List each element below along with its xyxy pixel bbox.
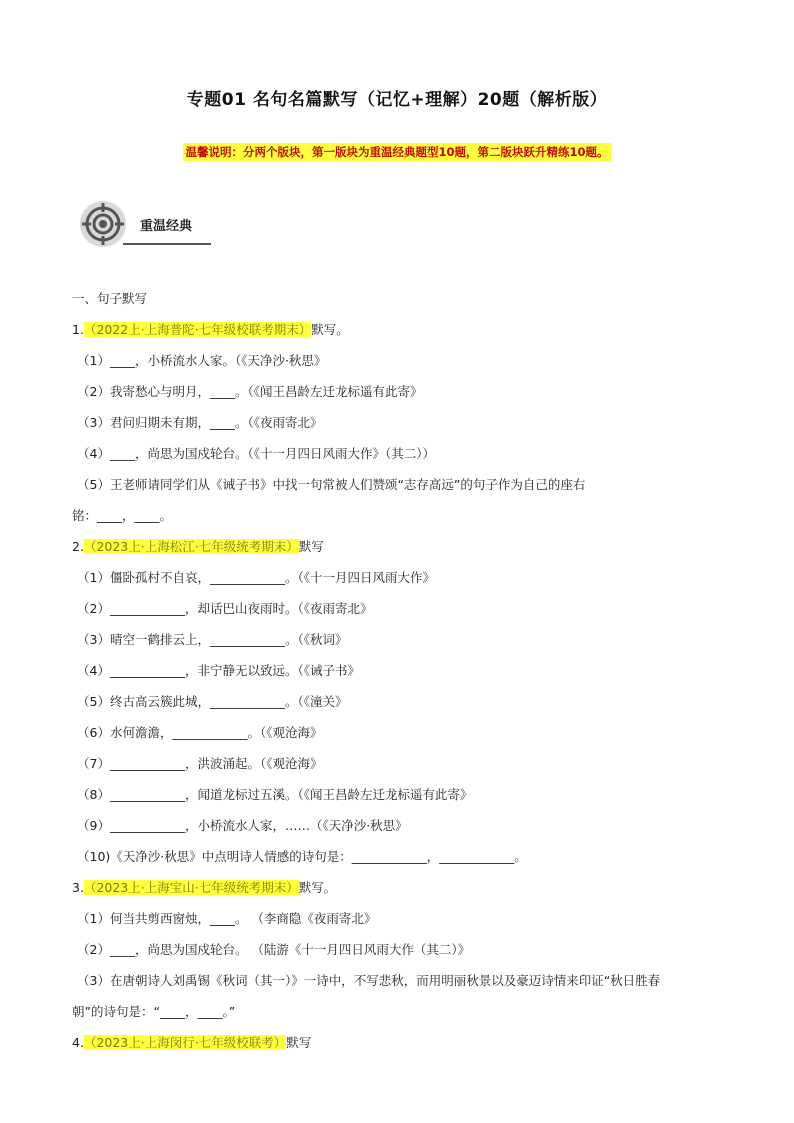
question-item: （2）我寄愁心与明月，____。（《闻王昌龄左迁龙标遥有此寄》: [77, 384, 423, 399]
notice-text: 温馨说明：分两个版块，第一版块为重温经典题型10题，第二版块跃升精练10题。: [185, 145, 609, 159]
question-source: （2023上·上海宝山·七年级统考期末）: [83, 880, 299, 895]
question-item: （1）____，小桥流水人家。（《天净沙·秋思》: [77, 353, 327, 368]
question-item: （5）王老师请同学们从《诫子书》中找一句常被人们赞颂“志存高远”的句子作为自己的座右: [77, 477, 586, 492]
section-badge-label: 重温经典: [140, 219, 193, 234]
question-item: （6）水何澹澹，____________。（《观沧海》: [77, 725, 323, 740]
section-heading: 一、句子默写: [72, 291, 148, 306]
question-item: （5）终古高云簇此城，____________。（《潼关》: [77, 694, 348, 709]
question-number: 2.: [72, 539, 84, 554]
question-header: [72, 872, 732, 903]
question-item: （2）____，尚思为国戍轮台。 （陆游《十一月四日风雨大作（其二）》: [77, 942, 471, 957]
question-item: （8）____________，闻道龙标过五溪。（《闻王昌龄左迁龙标遥有此寄》: [77, 787, 473, 802]
question-item: （3）君问归期未有期，____。（《夜雨寄北》: [77, 415, 323, 430]
notice-row: [0, 141, 794, 161]
question-item: （1）僵卧孤村不自哀，____________。（《十一月四日风雨大作》: [77, 570, 435, 585]
question-header: [72, 314, 732, 345]
question-header: [72, 531, 732, 562]
question-item: （4）____________，非宁静无以致远。（《诫子书》: [77, 663, 360, 678]
question-item: （3）晴空一鹤排云上，____________。（《秋词》: [77, 632, 348, 647]
question-item: （9）____________，小桥流水人家，……（《天净沙·秋思》: [77, 818, 408, 833]
question-item: （1）何当共剪西窗烛，____。 （李商隐《夜雨寄北》: [77, 911, 377, 926]
question-item: 朝”的诗句是：“____，____。”: [72, 1004, 236, 1019]
question-tail: 默写: [298, 539, 324, 554]
question-item: （4）____，尚思为国戍轮台。（《十一月四日风雨大作》（其二））: [77, 446, 435, 461]
question-number: 4.: [72, 1035, 84, 1050]
question-tail: 默写。: [298, 880, 337, 895]
question-list: [72, 283, 732, 1058]
question-item: （3）在唐朝诗人刘禹锡《秋词（其一）》一诗中，不写悲秋，而用明丽秋景以及豪迈诗情来印证“秋日胜春: [77, 973, 661, 988]
question-source: （2023上·上海松江·七年级统考期末）: [83, 539, 299, 554]
section-badge-underline: [123, 243, 211, 245]
question-source: （2022上·上海普陀·七年级校联考期末）: [83, 322, 312, 337]
question-tail: 默写: [286, 1035, 312, 1050]
question-item: （10)《天净沙·秋思》中点明诗人情感的诗句是：____________，____________。: [77, 849, 527, 864]
target-icon: [79, 200, 127, 248]
page-title: 专题01 名句名篇默写（记忆+理解）20题（解析版）: [186, 90, 608, 110]
question-item: （7）____________，洪波涌起。（《观沧海》: [77, 756, 323, 771]
question-number: 1.: [72, 322, 84, 337]
question-item: 铭：____，____。: [72, 508, 173, 523]
question-header: [72, 1027, 732, 1058]
question-item: （2）____________，却话巴山夜雨时。（《夜雨寄北》: [77, 601, 373, 616]
question-number: 3.: [72, 880, 84, 895]
question-tail: 默写。: [311, 322, 349, 337]
question-source: （2023上·上海闵行·七年级校联考）: [83, 1035, 287, 1050]
section-badge: [79, 200, 211, 250]
